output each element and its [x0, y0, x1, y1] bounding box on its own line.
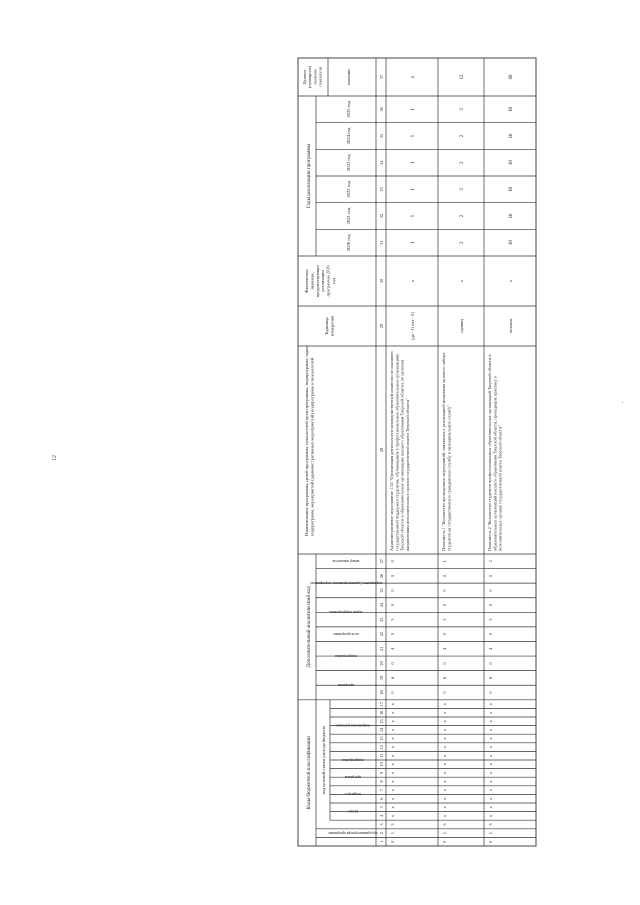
code-cell-r2-c10: х [442, 763, 447, 766]
row-2-year-4: 2 [460, 161, 465, 164]
header-fact-column: Фактическоезначение,предшествующеереализациипрограммы 2019год [304, 264, 336, 298]
indicator-table [288, 38, 546, 866]
header-vertical-7: подпрограмма [335, 653, 357, 658]
row-3-year-1: 10 [509, 240, 514, 246]
code-cell-r3-c7: х [488, 788, 493, 792]
code-cell-r1-c15: х [390, 720, 395, 723]
row-3-year-5: 10 [509, 133, 514, 139]
extra-cell-r2-c9: 0 [442, 574, 447, 577]
code-cell-r3-c12: х [488, 745, 493, 749]
code-cell-r2-c7: х [442, 788, 447, 792]
extra-cell-r1-c7: 0 [390, 603, 395, 607]
code-cell-r3-c14: х [488, 728, 493, 732]
code-cell-r3-c13: х [488, 737, 493, 740]
row-1-year-3: 1 [411, 188, 416, 191]
header-codes-group: Коды бюджетной классификации [306, 736, 312, 810]
code-cell-r2-c15: х [442, 720, 447, 723]
extra-cell-r2-c5: 0 [442, 633, 447, 636]
column-number-2: 2 [379, 832, 384, 835]
header-vertical-1: раздел [348, 809, 358, 814]
indicator-table-sheet [288, 38, 546, 866]
code-cell-r3-c10: х [488, 763, 493, 766]
code-cell-r1-c6: х [390, 797, 395, 800]
row-1-year-1: 1 [411, 241, 416, 244]
header-vertical-6: программа [337, 683, 355, 688]
header-target-column: Целевое(суммарное)значениепоказателя [302, 65, 323, 89]
code-cell-r3-c6: х [488, 797, 493, 800]
extra-cell-r1-c4: 4 [390, 647, 395, 650]
extra-cell-r3-c9: 0 [488, 574, 493, 577]
code-cell-r1-c13: х [390, 737, 395, 740]
row-3-year-6: 10 [509, 106, 514, 112]
extra-cell-r2-c8: 0 [442, 589, 447, 592]
row-fact-3: х [508, 279, 513, 283]
extra-cell-r2-c6: 3 [442, 618, 447, 621]
column-number-33: 33 [379, 187, 384, 192]
extra-cell-r1-c3: 0 [390, 662, 395, 665]
row-1-year-2: 1 [411, 214, 416, 218]
extra-cell-r1-c6: 3 [390, 618, 395, 621]
code-cell-r2-c5: х [442, 806, 447, 809]
extra-cell-r3-c4: 4 [488, 647, 493, 650]
row-2-year-3: 2 [460, 188, 465, 191]
column-number-16: 16 [379, 710, 384, 715]
column-number-3: 3 [379, 823, 384, 826]
extra-cell-r3-c7: 0 [488, 603, 493, 607]
header-vertical-10: мероприятие (административное мероприятие) [309, 580, 383, 585]
column-number-30: 30 [379, 278, 384, 284]
row-1-year-6: 1 [411, 108, 416, 111]
header-year-2: 2021 год [346, 207, 351, 225]
code-cell-r1-c8: х [390, 780, 395, 783]
page-number: 12 [52, 455, 58, 461]
column-number-24: 24 [379, 602, 384, 608]
extra-cell-r3-c5: 0 [488, 633, 493, 636]
code-cell-r2-c2: 1 [442, 831, 447, 835]
extra-cell-r2-c4: 4 [442, 647, 447, 650]
row-2-year-2: 2 [460, 214, 465, 218]
column-number-35: 35 [379, 133, 384, 139]
extra-cell-r3-c6: 3 [488, 618, 493, 621]
column-number-34: 34 [379, 160, 384, 165]
code-cell-r1-c14: х [390, 728, 395, 732]
extra-cell-r3-c2: 6 [488, 676, 493, 680]
extra-cell-r3-c1: 0 [488, 691, 493, 694]
column-number-17: 17 [379, 702, 384, 707]
column-number-19: 19 [379, 675, 384, 681]
code-cell-r1-c12: х [390, 745, 395, 749]
code-cell-r3-c8: х [488, 780, 493, 783]
code-cell-r2-c13: х [442, 737, 447, 740]
header-target-sub: значение [346, 68, 351, 86]
extra-cell-r1-c10: 0 [390, 560, 395, 563]
header-vertical-5: направление расходов [336, 723, 370, 728]
column-number-9: 9 [379, 771, 384, 774]
code-cell-r2-c11: х [442, 754, 447, 757]
row-fact-1: х [410, 279, 415, 283]
code-cell-r2-c16: х [442, 711, 447, 714]
code-cell-r2-c6: х [442, 797, 447, 800]
row-unit-3: человек [508, 318, 513, 334]
code-cell-r3-c5: х [488, 806, 493, 809]
column-number-23: 23 [379, 617, 384, 622]
column-number-28: 28 [379, 447, 384, 453]
extra-cell-r2-c10: 1 [442, 560, 447, 563]
code-cell-r1-c7: х [390, 788, 395, 792]
header-vertical-3: программа [344, 775, 362, 779]
column-number-12: 12 [379, 745, 384, 750]
row-3-year-3: 10 [509, 186, 514, 192]
code-cell-r1-c5: х [390, 806, 395, 809]
column-number-8: 8 [379, 780, 384, 783]
code-cell-r2-c17: х [442, 702, 447, 706]
header-vertical-0: код администратора программы [328, 830, 378, 835]
extra-cell-r2-c7: 0 [442, 603, 447, 607]
extra-cell-r1-c8: 0 [390, 589, 395, 592]
code-cell-r1-c3: 3 [390, 823, 395, 826]
header-years-group: Годы реализации программы [306, 143, 312, 209]
column-number-4: 4 [379, 814, 384, 817]
row-name-1: Административное мероприятие 1.35 "Организация деятельности межведомственной комиссии по оказаниюгосударственной поддержки студентам, обучающимся в профессиональных образовательных организацияхТверской области и образовательных организациях высшего образования Тверской области, по целевымнаправлениям исполнительных органов государственной власти Тверской области" [389, 351, 410, 551]
column-number-31: 31 [379, 240, 384, 245]
row-unit-1: (да - 1) нет - 0) [410, 312, 415, 340]
code-cell-r3-c11: х [488, 754, 493, 757]
row-2-year-1: 2 [460, 241, 465, 244]
code-cell-r1-c4: х [390, 814, 395, 818]
row-unit-2: единиц [459, 319, 464, 333]
code-cell-r3-c16: х [488, 711, 493, 714]
header-unit-column: Единицаизмерения [324, 315, 335, 337]
code-cell-r2-c12: х [442, 745, 447, 749]
column-number-6: 6 [379, 797, 384, 800]
code-cell-r1-c10: х [390, 763, 395, 766]
column-number-5: 5 [379, 806, 384, 809]
column-number-1: 1 [379, 840, 384, 843]
column-number-25: 25 [379, 588, 384, 593]
code-cell-r2-c3: 3 [442, 823, 447, 826]
code-cell-r2-c1: 0 [442, 840, 447, 843]
row-1-year-5: 1 [411, 134, 416, 138]
code-cell-r3-c3: 3 [488, 823, 493, 826]
extra-cell-r2-c2: 6 [442, 676, 447, 680]
header-year-4: 2023 год [346, 154, 351, 171]
code-cell-r1-c17: х [390, 702, 395, 706]
code-cell-r1-c2: 1 [390, 831, 395, 835]
code-cell-r3-c15: х [488, 720, 493, 723]
column-number-15: 15 [379, 719, 384, 724]
column-number-36: 36 [379, 107, 384, 112]
column-number-22: 22 [379, 632, 384, 637]
code-cell-r1-c11: х [390, 754, 395, 757]
row-2-year-5: 2 [460, 134, 465, 138]
extra-cell-r1-c5: 0 [390, 633, 395, 636]
column-number-18: 18 [379, 690, 384, 695]
code-cell-r3-c1: 0 [488, 840, 493, 843]
column-number-29: 29 [379, 323, 384, 329]
extra-cell-r1-c2: 6 [390, 676, 395, 680]
row-name-2: Показатель 1 "Количество проведенных мероприятий, связанных с реализацией механизма целевого наборастудентов на государственную гражданскую службу и муниципальную службу" [441, 353, 452, 551]
code-cell-r2-c8: х [442, 780, 447, 783]
code-cell-r1-c9: х [390, 771, 395, 775]
column-number-27: 27 [379, 559, 384, 564]
row-name-3: Показатель 2 "Количество студентов профессиональных образовательных организаций Тверской области иобразовательных организаций высшего образования Тверской области, проходящих практику висполнительных органах государственной власти Тверской области" [487, 354, 503, 551]
header-program-code-group: код целевой статьи расхода бюджета [321, 725, 326, 795]
row-3-year-2: 10 [509, 213, 514, 219]
column-number-14: 14 [379, 727, 384, 732]
header-year-6: 2025 год [346, 101, 351, 118]
header-vertical-4: подпрограмма [342, 757, 364, 762]
row-1-year-4: 1 [411, 161, 416, 164]
header-vertical-2: подраздел [345, 792, 361, 797]
column-number-26: 26 [379, 573, 384, 578]
header-year-5: 2024 год [346, 127, 351, 145]
column-number-20: 20 [379, 661, 384, 666]
row-fact-2: х [459, 279, 464, 283]
code-cell-r1-c1: 0 [390, 840, 395, 843]
column-number-10: 10 [379, 762, 384, 767]
row-2-year-6: 2 [460, 108, 465, 111]
column-number-11: 11 [379, 753, 384, 758]
row-target-3: 60 [509, 74, 514, 80]
row-3-year-4: 10 [509, 160, 514, 166]
extra-cell-r2-c3: 0 [442, 662, 447, 665]
extra-cell-r2-c1: 0 [442, 691, 447, 694]
extra-cell-r1-c9: 0 [390, 574, 395, 577]
header-vertical-9: задача подпрограммы [329, 610, 363, 615]
extra-cell-r3-c3: 0 [488, 662, 493, 665]
column-number-7: 7 [379, 789, 384, 792]
code-cell-r3-c2: 1 [488, 831, 493, 835]
column-number-32: 32 [379, 213, 384, 219]
header-name-column: Наименование программы, целей программы, показателей цели программы, подпрограмм, задачподпрограмм, мероприятий (административных мероприятий) подпрограмм и показателей [304, 346, 315, 536]
code-cell-r2-c4: х [442, 814, 447, 818]
code-cell-r3-c17: х [488, 702, 493, 706]
column-number-37: 37 [379, 74, 384, 80]
code-cell-r1-c16: х [390, 711, 395, 714]
row-target-2: 12 [460, 74, 465, 80]
extra-cell-r3-c10: 2 [488, 560, 493, 563]
code-cell-r3-c9: х [488, 771, 493, 775]
column-number-21: 21 [379, 646, 384, 651]
header-year-1: 2020 год [346, 234, 351, 251]
code-cell-r2-c14: х [442, 728, 447, 732]
extra-cell-r1-c1: 0 [390, 691, 395, 694]
header-extra-group: Дополнительный аналитический код [306, 586, 312, 668]
column-number-13: 13 [379, 736, 384, 741]
code-cell-r3-c4: х [488, 814, 493, 818]
header-year-3: 2022 год [346, 181, 351, 198]
extra-cell-r3-c8: 0 [488, 589, 493, 592]
header-vertical-11: номер показателя [332, 559, 360, 564]
row-target-1: х [411, 75, 416, 79]
header-vertical-8: цель программы [333, 631, 359, 636]
code-cell-r2-c9: х [442, 771, 447, 775]
